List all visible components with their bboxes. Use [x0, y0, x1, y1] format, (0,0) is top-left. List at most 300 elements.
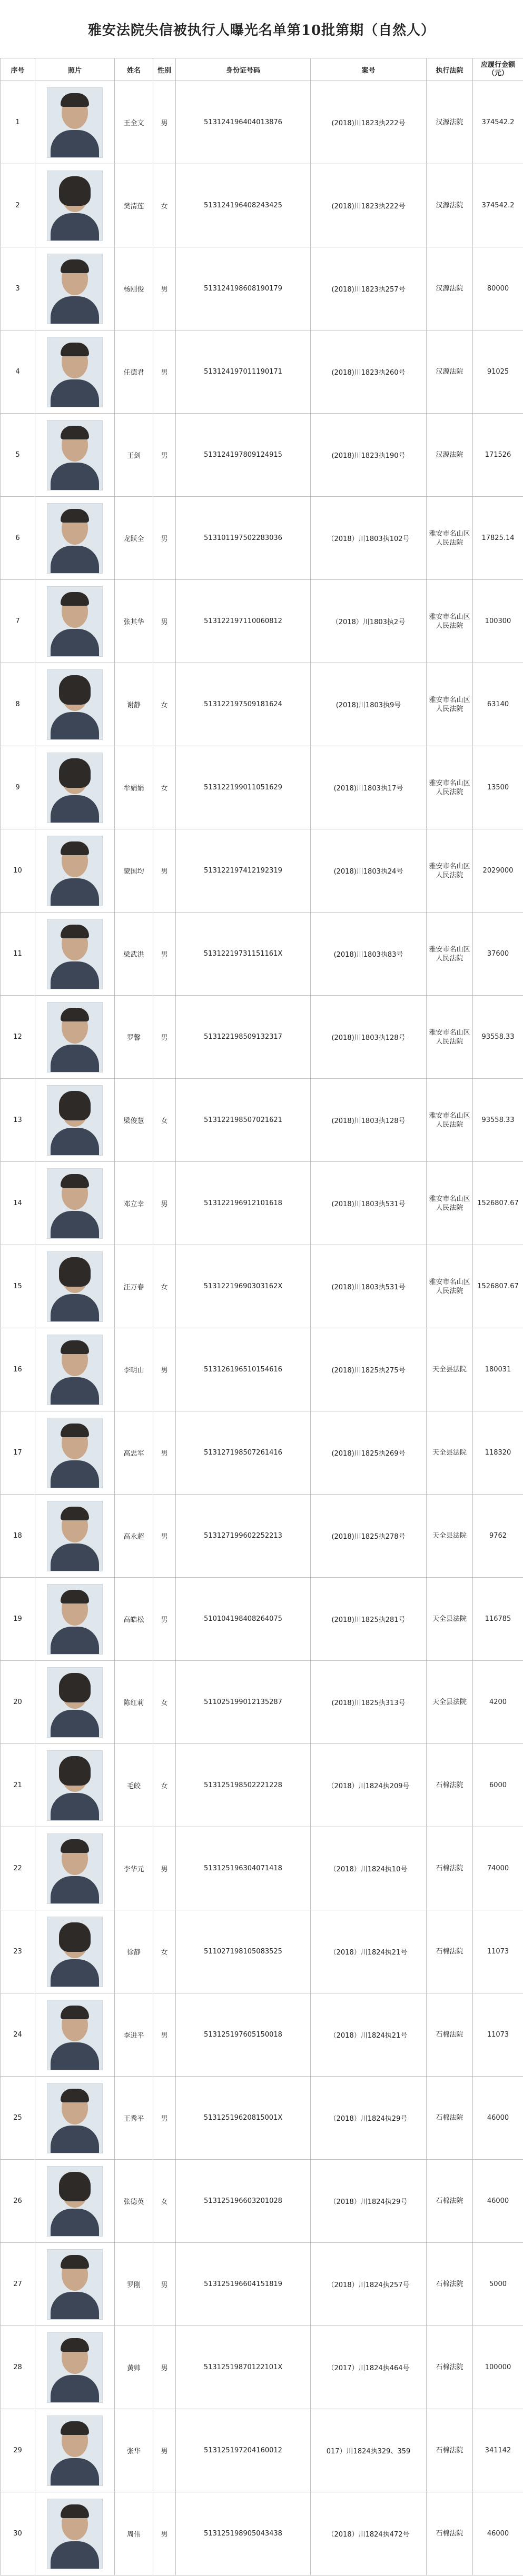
header-id: 身份证号码 — [176, 58, 311, 81]
cell-photo — [35, 913, 115, 996]
cell-court-text: 石棉法院 — [436, 2197, 463, 2205]
cell-court — [427, 1162, 473, 1245]
portrait-body — [51, 379, 99, 407]
table-row — [1, 1245, 523, 1328]
cell-seq-text: 9 — [15, 784, 20, 791]
cell-court-text: 石棉法院 — [436, 2447, 463, 2454]
cell-sex-text: 男 — [161, 618, 168, 626]
cell-seq-text: 17 — [13, 1449, 22, 1457]
cell-sex-text: 女 — [161, 203, 168, 211]
cell-name — [115, 497, 153, 580]
table-row — [1, 1827, 523, 1910]
cell-amount-text: 4200 — [489, 1698, 507, 1706]
cell-seq — [1, 913, 35, 996]
cell-sex — [153, 414, 176, 497]
cell-court-text: 雅安市名山区人民法院 — [429, 1028, 470, 1046]
cell-court-text: 汉源法院 — [436, 202, 463, 209]
portrait-body — [51, 1793, 99, 1821]
cell-photo — [35, 1993, 115, 2077]
cell-id — [176, 913, 311, 996]
defaulter-table — [0, 58, 523, 2575]
cell-court-text: 石棉法院 — [436, 1781, 463, 1789]
cell-name — [115, 663, 153, 746]
cell-case — [311, 1079, 427, 1162]
cell-amount — [473, 1162, 523, 1245]
cell-id — [176, 1411, 311, 1495]
portrait-hair — [61, 2255, 89, 2269]
cell-sex — [153, 1661, 176, 1744]
portrait-body — [51, 463, 99, 490]
cell-sex-text: 男 — [161, 951, 168, 959]
cell-name — [115, 1328, 153, 1411]
table-row — [1, 2160, 523, 2243]
cell-case-text: (2018)川1825执313号 — [331, 1699, 406, 1707]
cell-sex-text: 女 — [161, 1782, 168, 1790]
cell-photo — [35, 2077, 115, 2160]
cell-name — [115, 1910, 153, 1993]
cell-sex-text: 男 — [161, 452, 168, 460]
cell-sex-text: 男 — [161, 286, 168, 294]
table-row — [1, 1993, 523, 2077]
cell-case-text: （2018）川1824执472号 — [327, 2531, 410, 2539]
cell-name — [115, 996, 153, 1079]
portrait-photo — [47, 2332, 103, 2403]
header-sex: 性别 — [153, 58, 176, 81]
cell-sex-text: 男 — [161, 2364, 168, 2372]
cell-court — [427, 1993, 473, 2077]
cell-case — [311, 913, 427, 996]
cell-amount-text: 91025 — [487, 368, 509, 376]
cell-court-text: 雅安市名山区人民法院 — [429, 945, 470, 963]
portrait-body — [51, 546, 99, 574]
portrait-body — [51, 1627, 99, 1655]
table-row — [1, 996, 523, 1079]
cell-amount — [473, 1328, 523, 1411]
cell-case — [311, 1578, 427, 1661]
cell-court-text: 雅安市名山区人民法院 — [429, 529, 470, 547]
portrait-hair — [59, 675, 91, 705]
cell-name-text: 周伟 — [126, 2531, 141, 2539]
portrait-photo — [47, 753, 103, 823]
cell-seq-text: 21 — [13, 1781, 22, 1789]
cell-sex — [153, 2409, 176, 2492]
cell-case-text: (2018)川1803执83号 — [333, 951, 403, 959]
cell-photo — [35, 1411, 115, 1495]
portrait-photo — [47, 1251, 103, 1322]
cell-name-text: 王全文 — [123, 119, 144, 127]
cell-id-text: 51312219731151161X — [203, 950, 283, 958]
cell-amount — [473, 247, 523, 330]
cell-sex — [153, 330, 176, 414]
cell-seq-text: 7 — [15, 617, 20, 625]
cell-case — [311, 2243, 427, 2326]
cell-sex-text: 男 — [161, 2281, 168, 2289]
cell-id — [176, 1827, 311, 1910]
cell-name-text: 张德英 — [123, 2198, 144, 2206]
cell-seq — [1, 1827, 35, 1910]
cell-name — [115, 1827, 153, 1910]
cell-sex — [153, 2243, 176, 2326]
cell-name-text: 罗刚 — [126, 2281, 141, 2289]
cell-id-text: 513122198509132317 — [204, 1033, 282, 1041]
cell-court-text: 石棉法院 — [436, 2363, 463, 2371]
cell-seq-text: 29 — [13, 2447, 22, 2454]
cell-sex — [153, 2077, 176, 2160]
portrait-hair — [59, 176, 91, 206]
portrait-body — [51, 2541, 99, 2569]
portrait-body — [51, 1211, 99, 1239]
cell-amount — [473, 1079, 523, 1162]
cell-seq-text: 20 — [13, 1698, 22, 1706]
portrait-photo — [47, 1418, 103, 1488]
cell-name-text: 牟娟娟 — [123, 785, 144, 793]
portrait-hair — [61, 925, 89, 938]
portrait-body — [51, 961, 99, 989]
cell-sex — [153, 1162, 176, 1245]
cell-id — [176, 2243, 311, 2326]
table-row — [1, 1162, 523, 1245]
cell-name — [115, 1162, 153, 1245]
cell-photo — [35, 1079, 115, 1162]
cell-photo — [35, 746, 115, 829]
portrait-photo — [47, 254, 103, 324]
table-body — [1, 81, 523, 2575]
cell-case-text: (2018)川1823执222号 — [331, 203, 406, 211]
cell-photo — [35, 1661, 115, 1744]
cell-sex — [153, 2160, 176, 2243]
cell-id-text: 513122196912101618 — [204, 1199, 282, 1207]
cell-sex — [153, 746, 176, 829]
cell-court — [427, 497, 473, 580]
cell-seq — [1, 1661, 35, 1744]
cell-case-text: (2018)川1803执531号 — [331, 1284, 406, 1291]
cell-photo — [35, 2160, 115, 2243]
cell-case-text: （2018）川1824执21号 — [329, 1949, 408, 1957]
table-row — [1, 81, 523, 164]
cell-seq — [1, 164, 35, 247]
cell-amount — [473, 1495, 523, 1578]
cell-id-text: 513127199602252213 — [204, 1532, 282, 1540]
cell-sex-text: 男 — [161, 1200, 168, 1208]
cell-amount — [473, 497, 523, 580]
header-amount: 应履行金额（元） — [473, 58, 523, 81]
cell-case — [311, 1162, 427, 1245]
cell-seq — [1, 663, 35, 746]
cell-photo — [35, 2492, 115, 2575]
cell-court-text: 天全县法院 — [432, 1366, 467, 1374]
cell-id — [176, 2160, 311, 2243]
cell-case-text: (2018)川1803执531号 — [331, 1200, 406, 1208]
table-row — [1, 1744, 523, 1827]
cell-sex-text: 男 — [161, 1034, 168, 1042]
portrait-hair — [61, 1174, 89, 1188]
cell-court-text: 汉源法院 — [436, 451, 463, 459]
cell-case — [311, 996, 427, 1079]
cell-seq-text: 13 — [13, 1116, 22, 1124]
cell-court-text: 石棉法院 — [436, 2114, 463, 2122]
table-row — [1, 247, 523, 330]
cell-id — [176, 663, 311, 746]
portrait-photo — [47, 1917, 103, 1987]
portrait-photo — [47, 1168, 103, 1239]
cell-amount-text: 46000 — [487, 2530, 509, 2538]
cell-sex-text: 女 — [161, 1699, 168, 1707]
cell-amount-text: 1526807.67 — [477, 1199, 519, 1207]
portrait-photo — [47, 171, 103, 241]
cell-seq — [1, 580, 35, 663]
cell-amount-text: 93558.33 — [481, 1116, 515, 1124]
cell-amount-text: 46000 — [487, 2114, 509, 2122]
cell-case-text: （2018）川1824执257号 — [327, 2281, 410, 2289]
cell-sex-text: 男 — [161, 1616, 168, 1624]
cell-name — [115, 580, 153, 663]
cell-seq — [1, 2326, 35, 2409]
cell-case — [311, 1328, 427, 1411]
cell-amount — [473, 1578, 523, 1661]
cell-name-text: 徐静 — [126, 1949, 141, 1957]
table-row — [1, 913, 523, 996]
cell-id-text: 51312519620815001X — [203, 2114, 283, 2122]
page-title: 雅安法院失信被执行人曝光名单第10批第期（自然人） — [87, 22, 436, 38]
cell-id — [176, 1079, 311, 1162]
cell-id-text: 513122197509181624 — [204, 700, 282, 708]
portrait-hair — [59, 1922, 91, 1952]
cell-case — [311, 746, 427, 829]
cell-id — [176, 2077, 311, 2160]
cell-photo — [35, 1910, 115, 1993]
table-row — [1, 1661, 523, 1744]
portrait-hair — [61, 259, 89, 273]
cell-sex — [153, 580, 176, 663]
header-name: 姓名 — [115, 58, 153, 81]
cell-name — [115, 1495, 153, 1578]
cell-case-text: （2018）川1824执29号 — [329, 2198, 408, 2206]
cell-court-text: 雅安市名山区人民法院 — [429, 613, 470, 630]
portrait-photo — [47, 2166, 103, 2237]
portrait-photo — [47, 503, 103, 574]
cell-id — [176, 1661, 311, 1744]
cell-id — [176, 2492, 311, 2575]
cell-court — [427, 1411, 473, 1495]
cell-name — [115, 1578, 153, 1661]
portrait-body — [51, 1710, 99, 1738]
cell-name-text: 王剑 — [126, 452, 141, 460]
cell-id — [176, 1245, 311, 1328]
cell-photo — [35, 164, 115, 247]
cell-case-text: （2018）川1824执209号 — [327, 1782, 410, 1790]
cell-seq — [1, 829, 35, 913]
cell-id-text: 513125197204160012 — [204, 2447, 282, 2454]
cell-name-text: 黄帅 — [126, 2364, 141, 2372]
cell-seq-text: 14 — [13, 1199, 22, 1207]
cell-photo — [35, 829, 115, 913]
cell-name-text: 高皓松 — [123, 1616, 144, 1624]
cell-id — [176, 1910, 311, 1993]
cell-case — [311, 1495, 427, 1578]
portrait-hair — [61, 1008, 89, 1021]
cell-photo — [35, 1578, 115, 1661]
cell-name — [115, 1661, 153, 1744]
cell-amount-text: 116785 — [485, 1615, 511, 1623]
cell-case-text: (2018)川1825执275号 — [331, 1367, 406, 1375]
cell-id — [176, 414, 311, 497]
cell-amount — [473, 2160, 523, 2243]
cell-seq — [1, 414, 35, 497]
cell-case — [311, 2160, 427, 2243]
cell-seq-text: 27 — [13, 2280, 22, 2288]
cell-seq — [1, 497, 35, 580]
cell-seq — [1, 1079, 35, 1162]
cell-seq — [1, 1578, 35, 1661]
cell-case — [311, 580, 427, 663]
portrait-hair — [59, 1257, 91, 1287]
cell-sex — [153, 1827, 176, 1910]
cell-case-text: (2018)川1825执281号 — [331, 1616, 406, 1624]
portrait-body — [51, 1959, 99, 1987]
table-row — [1, 164, 523, 247]
cell-amount — [473, 996, 523, 1079]
cell-sex-text: 男 — [161, 1533, 168, 1541]
portrait-hair — [61, 841, 89, 855]
cell-name-text: 陈红莉 — [123, 1699, 144, 1707]
cell-name-text: 龙跃全 — [123, 535, 144, 543]
portrait-hair — [61, 343, 89, 356]
cell-id-text: 513124196408243425 — [204, 202, 282, 209]
header-court: 执行法院 — [427, 58, 473, 81]
cell-id — [176, 2409, 311, 2492]
cell-sex-text: 女 — [161, 1284, 168, 1291]
cell-photo — [35, 1245, 115, 1328]
cell-seq — [1, 2409, 35, 2492]
cell-name — [115, 1993, 153, 2077]
cell-sex-text: 男 — [161, 2531, 168, 2539]
cell-photo — [35, 2326, 115, 2409]
cell-name — [115, 1245, 153, 1328]
cell-seq-text: 6 — [15, 534, 20, 542]
cell-id-text: 513124198608190179 — [204, 285, 282, 293]
cell-seq — [1, 746, 35, 829]
cell-photo — [35, 81, 115, 164]
cell-court-text: 天全县法院 — [432, 1532, 467, 1540]
cell-court — [427, 2326, 473, 2409]
cell-case-text: (2018)川1803执17号 — [333, 785, 403, 793]
cell-id-text: 513124197809124915 — [204, 451, 282, 459]
portrait-photo — [47, 919, 103, 989]
table-row — [1, 330, 523, 414]
portrait-photo — [47, 2000, 103, 2070]
cell-sex — [153, 164, 176, 247]
cell-name-text: 李进平 — [123, 2032, 144, 2040]
cell-case — [311, 247, 427, 330]
cell-photo — [35, 2409, 115, 2492]
portrait-body — [51, 629, 99, 657]
cell-case-text: (2018)川1803执128号 — [331, 1117, 406, 1125]
table-row — [1, 1079, 523, 1162]
table-row — [1, 2243, 523, 2326]
table-row — [1, 497, 523, 580]
cell-amount — [473, 1661, 523, 1744]
cell-court — [427, 1827, 473, 1910]
cell-court — [427, 663, 473, 746]
cell-photo — [35, 1827, 115, 1910]
cell-amount — [473, 414, 523, 497]
cell-seq — [1, 330, 35, 414]
cell-case-text: （2018）川1803执102号 — [327, 535, 410, 543]
portrait-hair — [59, 1756, 91, 1786]
table-row — [1, 663, 523, 746]
cell-court-text: 汉源法院 — [436, 285, 463, 293]
portrait-hair — [61, 1839, 89, 1853]
cell-seq — [1, 2160, 35, 2243]
cell-name — [115, 1744, 153, 1827]
cell-case-text: （2018）川1803执2号 — [331, 618, 406, 626]
cell-case — [311, 414, 427, 497]
cell-amount-text: 5000 — [489, 2280, 507, 2288]
cell-court-text: 雅安市名山区人民法院 — [429, 862, 470, 879]
cell-photo — [35, 1328, 115, 1411]
table-row — [1, 1495, 523, 1578]
portrait-body — [51, 2458, 99, 2486]
portrait-hair — [61, 1340, 89, 1354]
cell-seq — [1, 2077, 35, 2160]
cell-amount-text: 9762 — [489, 1532, 507, 1540]
cell-id-text: 513125196604151819 — [204, 2280, 282, 2288]
cell-case — [311, 81, 427, 164]
cell-id — [176, 829, 311, 913]
cell-seq — [1, 1910, 35, 1993]
cell-sex-text: 男 — [161, 535, 168, 543]
portrait-hair — [61, 509, 89, 523]
cell-seq-text: 30 — [13, 2530, 22, 2538]
cell-seq-text: 28 — [13, 2363, 22, 2371]
cell-id-text: 513125196603201028 — [204, 2197, 282, 2205]
cell-seq — [1, 247, 35, 330]
cell-seq — [1, 81, 35, 164]
portrait-hair — [61, 2006, 89, 2019]
cell-seq — [1, 1162, 35, 1245]
cell-sex — [153, 1910, 176, 1993]
cell-name-text: 李明山 — [123, 1367, 144, 1375]
cell-amount-text: 13500 — [487, 784, 509, 791]
cell-name — [115, 2160, 153, 2243]
portrait-body — [51, 712, 99, 740]
cell-amount-text: 171526 — [485, 451, 511, 459]
cell-id — [176, 1993, 311, 2077]
cell-id-text: 513122197110060812 — [204, 617, 282, 625]
cell-name — [115, 2326, 153, 2409]
cell-seq — [1, 1495, 35, 1578]
table-row — [1, 2492, 523, 2575]
portrait-photo — [47, 1002, 103, 1073]
portrait-body — [51, 1045, 99, 1073]
portrait-body — [51, 130, 99, 158]
cell-court-text: 石棉法院 — [436, 2530, 463, 2538]
cell-name — [115, 1411, 153, 1495]
cell-court — [427, 2409, 473, 2492]
cell-case-text: （2018）川1824执29号 — [329, 2115, 408, 2123]
cell-seq-text: 19 — [13, 1615, 22, 1623]
portrait-hair — [61, 592, 89, 606]
cell-name-text: 杨刚俊 — [123, 286, 144, 294]
cell-sex-text: 男 — [161, 2032, 168, 2040]
cell-court — [427, 829, 473, 913]
cell-sex — [153, 2326, 176, 2409]
table-row — [1, 414, 523, 497]
cell-sex — [153, 497, 176, 580]
cell-amount — [473, 913, 523, 996]
cell-id-text: 513101197502283036 — [204, 534, 282, 542]
portrait-body — [51, 795, 99, 823]
